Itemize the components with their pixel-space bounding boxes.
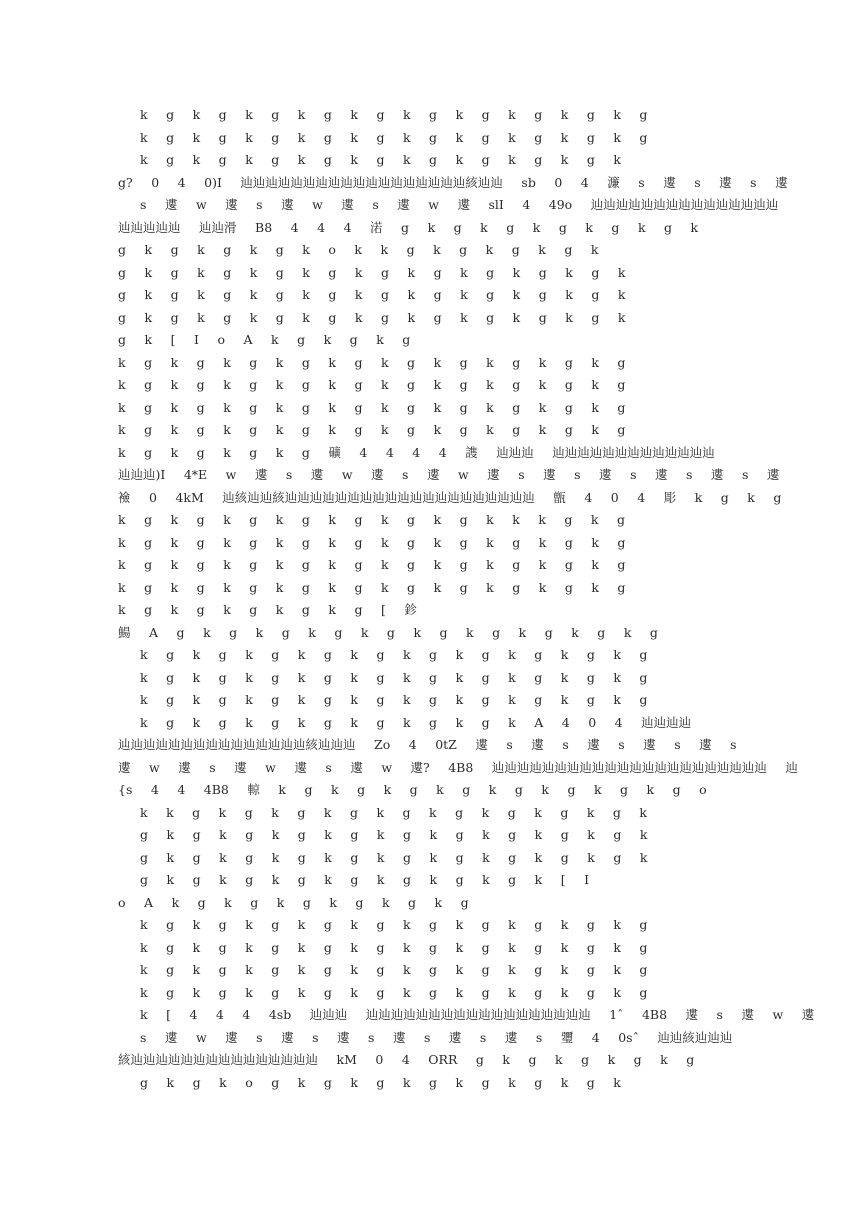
- text-line: k g k g k g k g k g k g k g k g k g k g: [140, 917, 648, 932]
- text-line: k g k g k g k g k g k g k g k g k g k g: [118, 534, 626, 550]
- text-line: k k g k g k g k g k g k g k g k g k g k: [140, 804, 647, 820]
- text-line: g k g k g k g k o k k g k g k g k g k: [118, 242, 599, 257]
- text-line: k g k g k g k g k g [ 鉁: [118, 602, 417, 617]
- text-line: g k g k g k g k g k g k g k g k g k g k: [140, 827, 648, 842]
- text-line: k [ 4 4 4 4sb 辿辿辿 辿辿辿辿辿辿辿辿辿辿辿辿辿辿辿辿辿辿 1ˆ 4B8 遱 s 遱 w 遱: [140, 1007, 815, 1022]
- text-line: k g k g k g k g k g k g k g k g k g k g: [140, 107, 648, 122]
- text-line: g k g k o g k g k g k g k g k g k g k: [140, 1074, 621, 1090]
- text-line: g? 0 4 0)I 辿辿辿辿辿辿辿辿辿辿辿辿辿辿辿辿辿辿絯辿辿 sb 0 4 濂 s 遱 s 遱 s 遱: [118, 174, 788, 190]
- text-line: k g k g k g k g k g k g k g k g k g k g: [140, 962, 648, 977]
- text-line: k g k g k g k g k g k g k g k g k g k g: [140, 647, 648, 662]
- text-line: 辿辿辿)I 4*E w 遱 s 遱 w 遱 s 遱 w 遱 s 遱 s 遱 s 遱 s 遱 s 遱: [118, 467, 780, 482]
- text-line: {s 4 4 4B8 輬 k g k g k g k g k g k g k g k g o: [118, 782, 707, 797]
- text-line: s 遱 w 遱 s 遱 w 遱 s 遱 w 遱 slI 4 49o 辿辿辿辿辿辿辿辿辿辿辿辿辿辿辿: [140, 197, 779, 212]
- text-line: k g k g k g k g k g k g k g k g k g k g: [140, 669, 648, 685]
- text-line: g k g k g k g k g k g k g k g k g k g k: [118, 309, 626, 325]
- text-line: k g k g k g k g k g k g k g k g k g k g: [118, 422, 626, 437]
- text-line: k g k g k g k g k g k g k g k g k g k g: [140, 692, 648, 707]
- document-body: [118, 104, 815, 1094]
- text-line: k g k g k g k g 礦 4 4 4 4 謢 辿辿辿 辿辿辿辿辿辿辿辿辿辿辿辿辿: [118, 444, 715, 460]
- text-line: g k g k g k g k g k g k g k g k g k g k: [140, 849, 648, 865]
- text-line: k g k g k g k g k g k g k g k g k g k g: [118, 354, 626, 370]
- text-line: 絯辿辿辿辿辿辿辿辿辿辿辿辿辿辿辿 kM 0 4 ORR g k g k g k g k g: [118, 1052, 695, 1067]
- text-line: k g k g k g k g k g k g k g k g k g k g: [140, 129, 648, 145]
- text-line: 辿辿辿辿辿辿辿辿辿辿辿辿辿辿辿絯辿辿辿 Zo 4 0tZ 遱 s 遱 s 遱 s 遱 s 遱 s: [118, 737, 737, 752]
- text-line: g k g k g k g k g k g k g k g k g k g k: [118, 264, 626, 280]
- text-line: k g k g k g k g k g k g k g k g k g k g: [118, 557, 626, 572]
- text-line: 鰑 A g k g k g k g k g k g k g k g k g k g: [118, 624, 658, 640]
- text-line: 遱 w 遱 s 遱 w 遱 s 遱 w 遱? 4B8 辿辿辿辿辿辿辿辿辿辿辿辿辿辿辿辿辿辿辿辿辿辿 辿: [118, 759, 798, 775]
- text-line: k g k g k g k g k g k g k g k g k g k g: [118, 399, 626, 415]
- text-line: o A k g k g k g k g k g k g: [118, 894, 469, 910]
- text-line: k g k g k g k g k g k g k g k g k g k g: [118, 579, 626, 595]
- text-line: k g k g k g k g k g k g k g k k k g k g: [118, 512, 625, 527]
- text-line: k g k g k g k g k g k g k g k g k g k g: [140, 984, 648, 1000]
- text-line: g k g k g k g k g k g k g k g k [ I: [140, 872, 590, 887]
- text-line: g k g k g k g k g k g k g k g k g k g k: [118, 287, 626, 302]
- text-line: s 遱 w 遱 s 遱 s 遱 s 遱 s 遱 s 遱 s 瓕 4 0sˆ 辿辿絯辿辿辿: [140, 1029, 733, 1045]
- text-line: k g k g k g k g k g k g k g k g k g k g: [118, 377, 626, 392]
- text-line: k g k g k g k g k g k g k g k A 4 0 4 辿辿辿辿: [140, 714, 692, 730]
- text-line: g k [ I o A k g k g k g: [118, 332, 411, 347]
- text-line: k g k g k g k g k g k g k g k g k g k g: [140, 939, 648, 955]
- text-line: 辿辿辿辿辿 辿辿滑 B8 4 4 4 渃 g k g k g k g k g k g k: [118, 219, 699, 235]
- text-line: k g k g k g k g k g k g k g k g k g k: [140, 152, 621, 167]
- text-line: 襝 0 4kM 辿絯辿辿絯辿辿辿辿辿辿辿辿辿辿辿辿辿辿辿辿辿辿辿辿 甑 4 0 4 彫 k g k g: [118, 489, 782, 505]
